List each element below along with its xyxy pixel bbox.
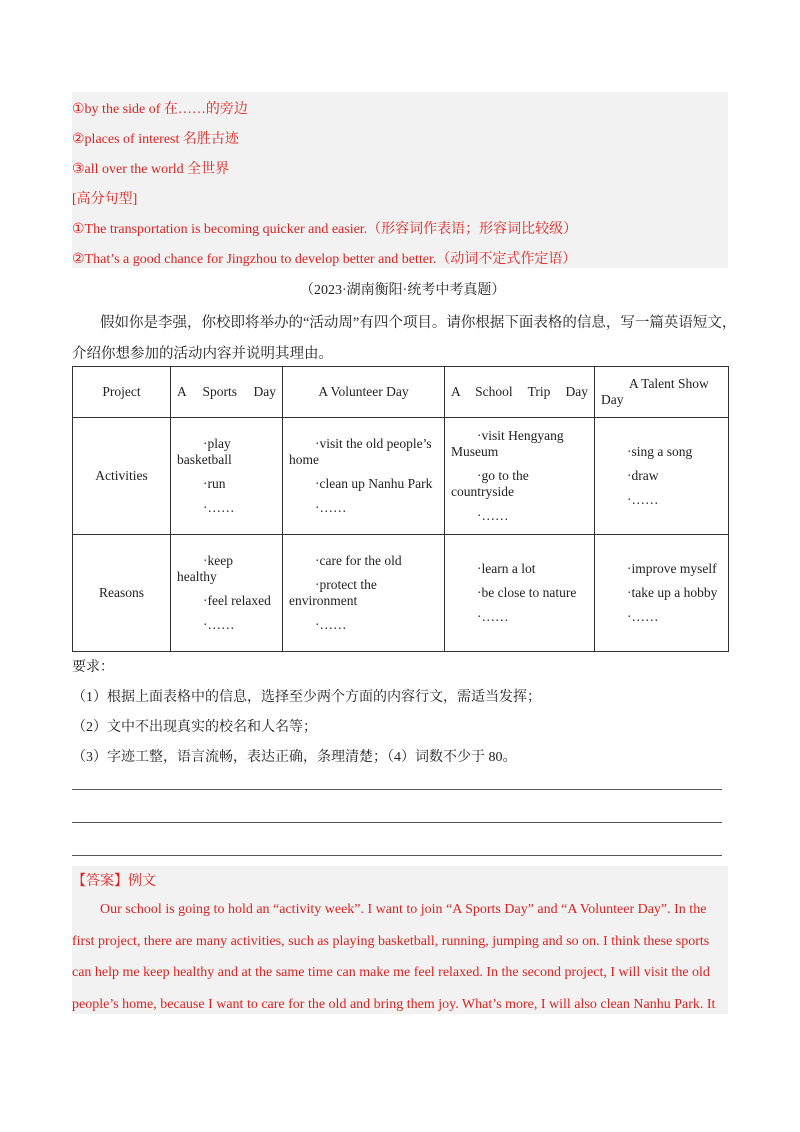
source-citation: （2023·湖南衡阳·统考中考真题） <box>300 283 506 298</box>
cell-item: ·…… <box>627 492 659 507</box>
table-cell <box>445 535 595 652</box>
cell-item: ·visit the old people’s home <box>289 436 432 467</box>
cell-item: ·learn a lot <box>477 561 536 576</box>
cell-item: ·visit Hengyang Museum <box>451 428 564 459</box>
prompt-line: 介绍你想参加的活动内容并说明其理由。 <box>72 346 333 362</box>
answer-block <box>72 866 728 1014</box>
table-row-activities <box>73 418 729 535</box>
table-header: A Sports Day <box>171 367 283 418</box>
table-header-row <box>73 367 729 418</box>
requirement-item: （1）根据上面表格中的信息，选择至少两个方面的内容行文，需适当发挥； <box>72 690 541 705</box>
answer-title: 【答案】例文 <box>72 874 156 889</box>
table-cell <box>283 535 445 652</box>
table-header: A Volunteer Day <box>283 367 445 418</box>
writing-line <box>72 822 722 823</box>
phrase-line: ①by the side of 在……的旁边 <box>72 102 248 117</box>
table-cell <box>171 535 283 652</box>
writing-line <box>72 855 722 856</box>
answer-text: Our school is going to hold an “activity week”. I want to join “A Sports Day” and “A Volunteer Day”. In the first project, there are many activities, such as playing basketball, running, jumping and so on. I think these sports can help me keep healthy and at the same time can make me feel relaxed. In the second project, I will visit the old people’s home, because I want to care for the old and bring them joy. What’s more, I will also clean Nanhu Park. It <box>72 902 716 1012</box>
cell-item: ·keep healthy <box>177 553 233 584</box>
cell-item: ·take up a hobby <box>627 585 718 600</box>
cell-item: ·improve myself <box>627 561 717 576</box>
section-heading: [高分句型] <box>72 192 138 207</box>
cell-item: ·clean up Nanhu Park <box>315 476 433 491</box>
cell-item: ·care for the old <box>315 553 402 568</box>
prompt-line: 假如你是李强，你校即将举办的“活动周”有四个项目。请你根据下面表格的信息，写一篇英语短文， <box>100 315 737 331</box>
cell-item: ·…… <box>315 500 347 515</box>
table-header: Project <box>73 367 171 418</box>
row-label: Reasons <box>73 535 171 652</box>
cell-item: ·…… <box>203 500 235 515</box>
table-cell <box>595 418 729 535</box>
cell-item: ·run <box>203 476 226 491</box>
cell-item: ·feel relaxed <box>203 593 271 608</box>
requirement-item: （3）字迹工整，语言流畅，表达正确，条理清楚；（4）词数不少于 80。 <box>72 750 517 765</box>
cell-item: ·draw <box>627 468 659 483</box>
table-cell <box>171 418 283 535</box>
phrase-line: ②places of interest 名胜古迹 <box>72 132 239 147</box>
table-header: A School Trip Day <box>445 367 595 418</box>
sentence-line: ②That’s a good chance for Jingzhou to develop better and better.（动词不定式作定语） <box>72 252 577 267</box>
row-label: Activities <box>73 418 171 535</box>
cell-item: ·…… <box>203 617 235 632</box>
activity-table <box>72 366 729 652</box>
cell-item: ·protect the environment <box>289 577 377 608</box>
cell-item: ·…… <box>477 508 509 523</box>
table-row-reasons <box>73 535 729 652</box>
phrases-block <box>72 92 728 268</box>
cell-item: ·play basketball <box>177 436 232 467</box>
cell-item: ·sing a song <box>627 444 693 459</box>
cell-item: ·…… <box>627 609 659 624</box>
writing-line <box>72 789 722 790</box>
cell-item: ·…… <box>477 609 509 624</box>
cell-item: ·go to the countryside <box>451 468 529 499</box>
table-cell <box>445 418 595 535</box>
requirement-item: （2）文中不出现真实的校名和人名等； <box>72 720 317 735</box>
cell-item: ·…… <box>315 617 347 632</box>
table-header: A Talent Show Day <box>595 367 729 418</box>
requirements-heading: 要求： <box>72 660 114 675</box>
table-cell <box>595 535 729 652</box>
phrase-line: ③all over the world 全世界 <box>72 162 230 177</box>
table-cell <box>283 418 445 535</box>
cell-item: ·be close to nature <box>477 585 577 600</box>
sentence-line: ①The transportation is becoming quicker and easier.（形容词作表语；形容词比较级） <box>72 222 578 237</box>
